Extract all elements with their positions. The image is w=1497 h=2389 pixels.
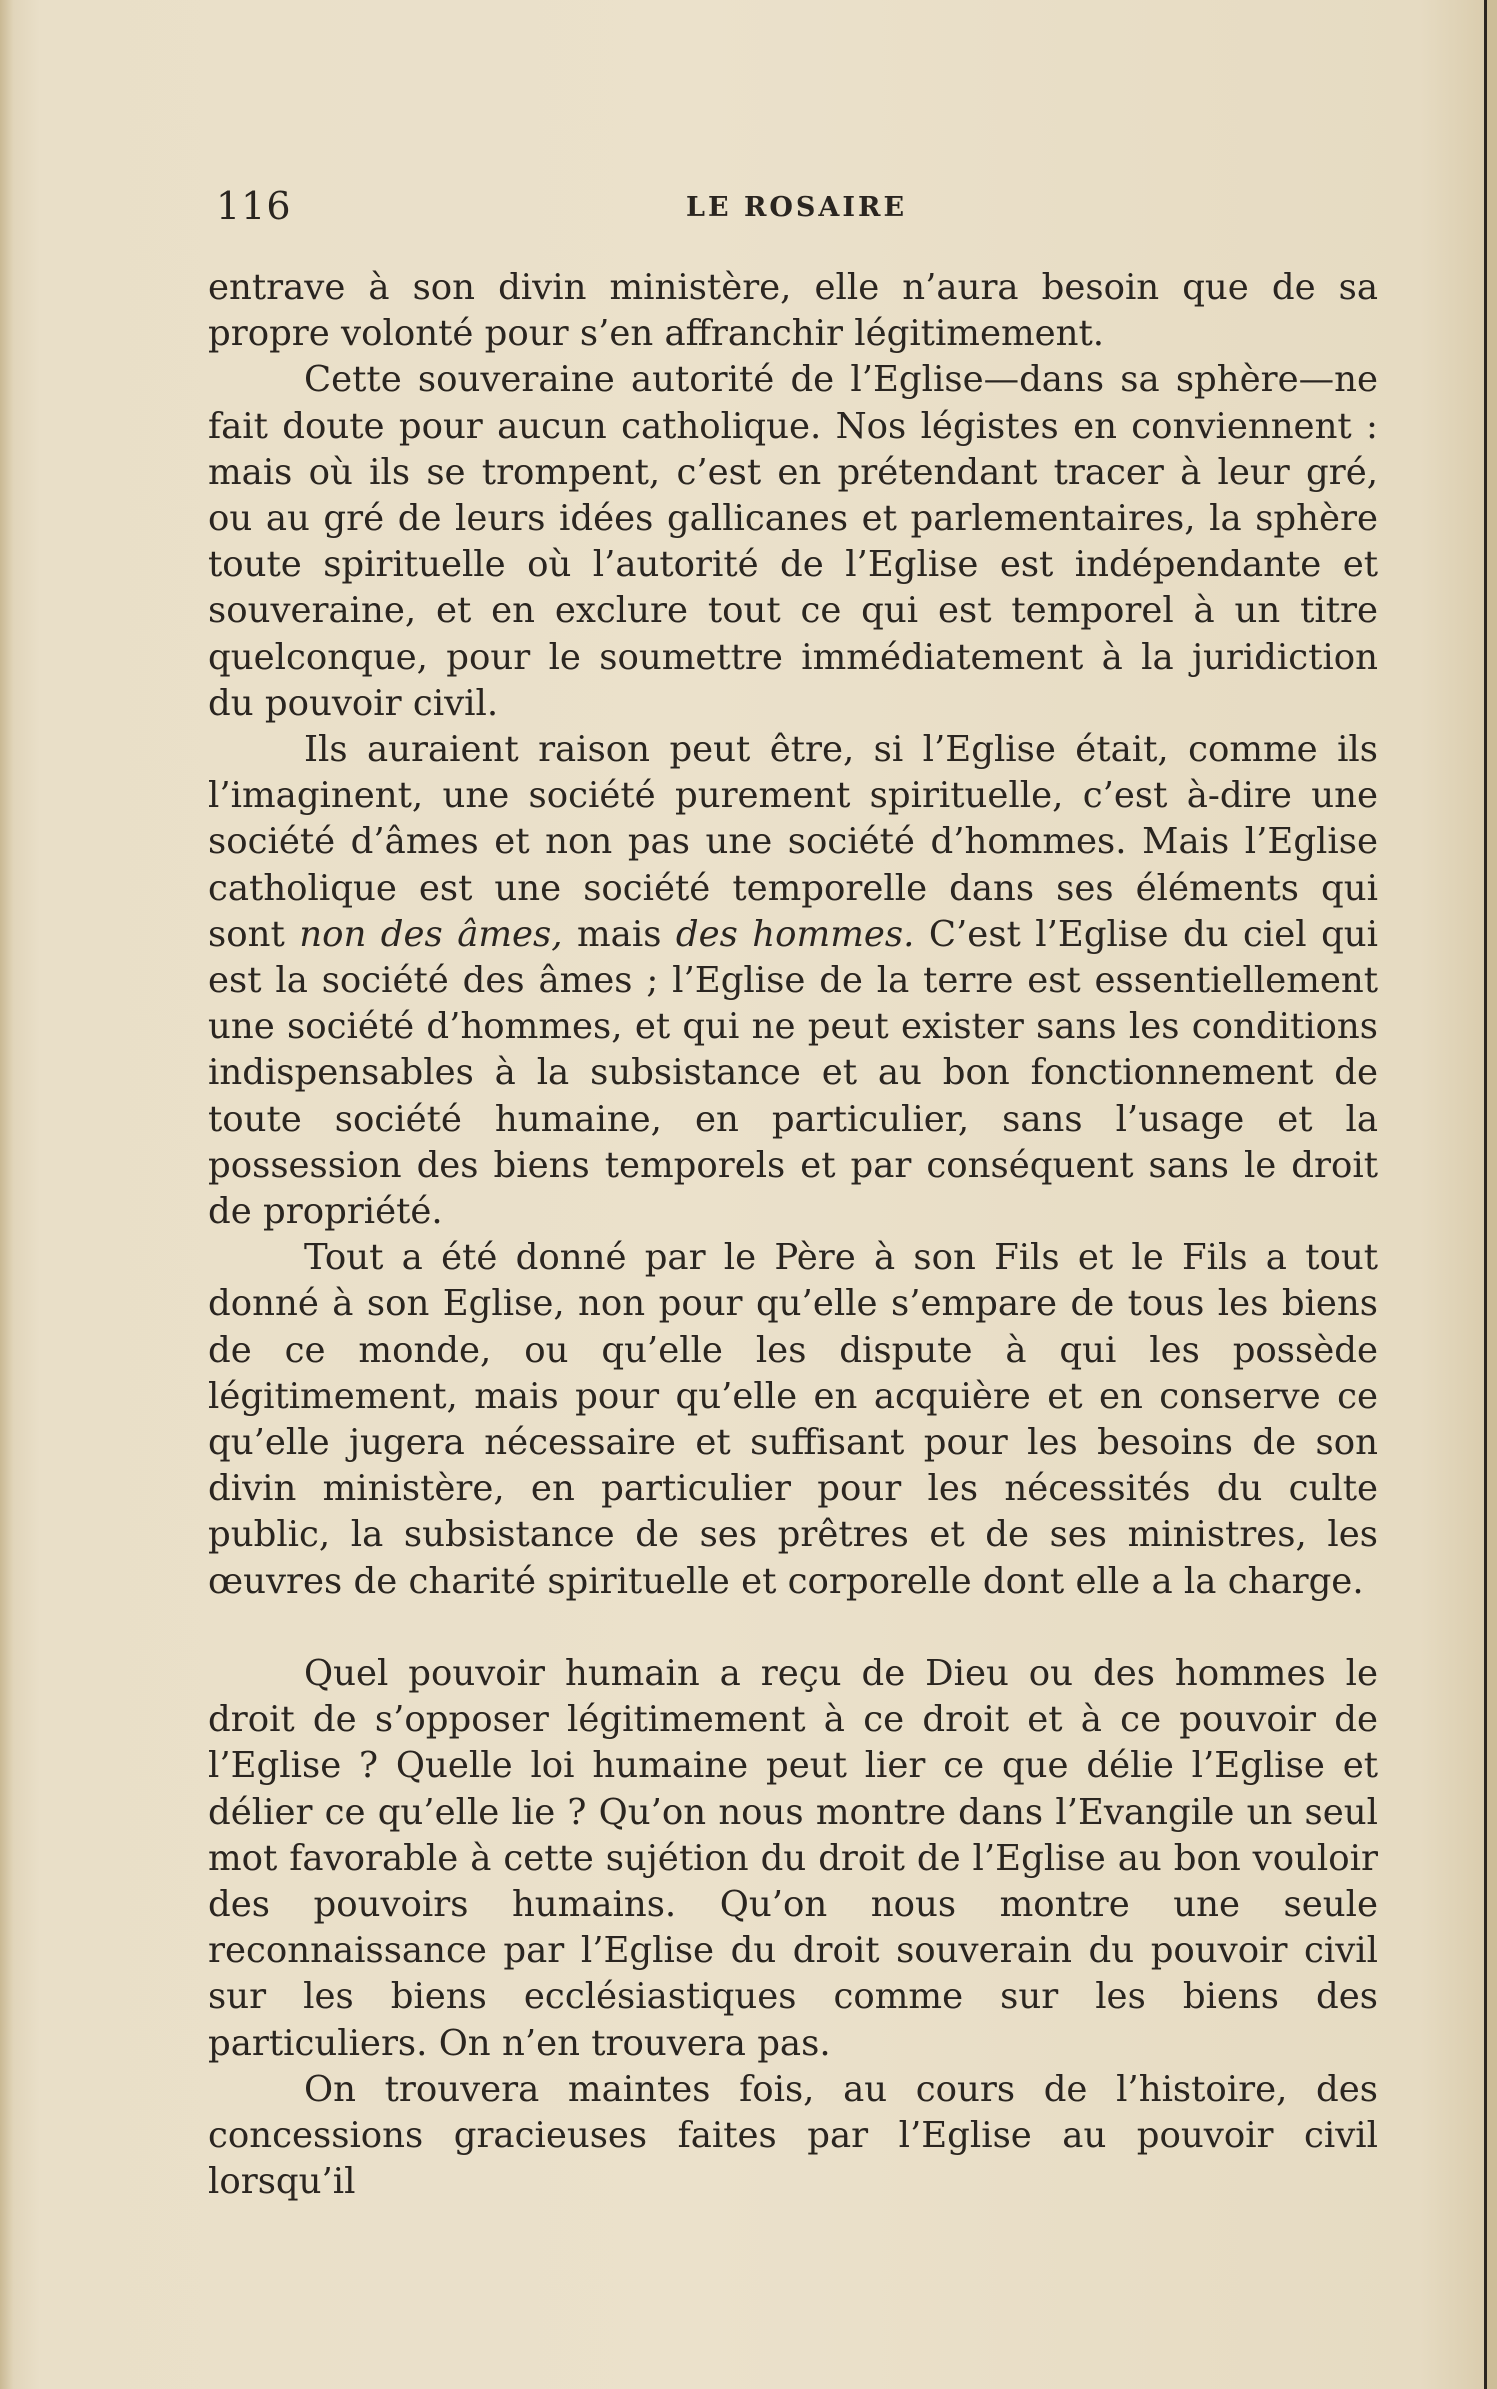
- page-right-edge: [1487, 0, 1497, 2389]
- page-left-edge: [0, 0, 14, 2389]
- paragraph-6: On trouvera maintes fois, au cours de l’histoire, des concessions gracieuses faites par l’Eglise au pouvoir civil lorsqu’il: [208, 2068, 1378, 2203]
- paragraph-4: Tout a été donné par le Père à son Fils et le Fils a tout donné à son Eglise, non pour qu’elle s’empare de tous les biens de ce monde, ou qu’elle les dispute à qui les possède légitimement, mais pour qu’elle en acquière et en conserve ce qu’elle jugera nécessaire et suffisant pour les besoins de son divin ministère, en particulier pour les nécessités du culte public, la subsistance de ses prêtres et de ses ministres, les œuvres de charité spirituelle et corporelle dont elle a la charge.: [208, 1237, 1378, 1602]
- italic-phrase-non-des-ames: non des âmes,: [299, 913, 563, 955]
- paragraph-3: [208, 727, 1378, 1235]
- running-title: LE ROSAIRE: [686, 192, 908, 223]
- italic-phrase-des-hommes: des hommes.: [675, 913, 915, 955]
- paragraph-3-part-1: Ils auraient raison peut être, si l’Eglise était, comme ils l’imaginent, une société purement spirituelle, c’est à-dire une société d’âmes et non pas une société d’hommes. Mais l’Eglise catholique est une société temporelle dans ses éléments qui sont: [208, 729, 1378, 955]
- paragraph-2: Cette souveraine autorité de l’Eglise—dans sa sphère—ne fait doute pour aucun catholique. Nos légistes en conviennent : mais où ils se trompent, c’est en prétendant tracer à leur gré, ou au gré de leurs idées gallicanes et parlementaires, la sphère toute spirituelle où l’autorité de l’Eglise est indépendante et souveraine, et en exclure tout ce qui est temporel à un titre quelconque, pour le soumettre immédiatement à la juridiction du pouvoir civil.: [208, 359, 1378, 724]
- page-header: [216, 184, 1376, 234]
- paragraph-1: entrave à son divin ministère, elle n’aura besoin que de sa propre volonté pour s’en affranchir légitimement.: [208, 267, 1378, 355]
- paragraph-5: Quel pouvoir humain a reçu de Dieu ou des hommes le droit de s’opposer légitimement à ce droit et à ce pouvoir de l’Eglise ? Quelle loi humaine peut lier ce que délie l’Eglise et délier ce qu’elle lie ? Qu’on nous montre dans l’Evangile un seul mot favorable à cette sujétion du droit de l’Eglise au bon vouloir des pouvoirs humains. Qu’on nous montre une seule reconnaissance par l’Eglise du droit souverain du pouvoir civil sur les biens ecclésiastiques comme sur les biens des particuliers. On n’en trouvera pas.: [208, 1652, 1378, 2064]
- body-text: [208, 265, 1378, 2205]
- paragraph-3-part-3: C’est l’Eglise du ciel qui est la société des âmes ; l’Eglise de la terre est essentiellement une société d’hommes, et qui ne peut exister sans les conditions indispensables à la subsistance et au bon fonctionnement de toute société humaine, en particulier, sans l’usage et la possession des biens temporels et par conséquent sans le droit de propriété.: [208, 913, 1379, 1233]
- page-number: 116: [216, 184, 292, 228]
- paragraph-3-part-2: mais: [562, 913, 676, 955]
